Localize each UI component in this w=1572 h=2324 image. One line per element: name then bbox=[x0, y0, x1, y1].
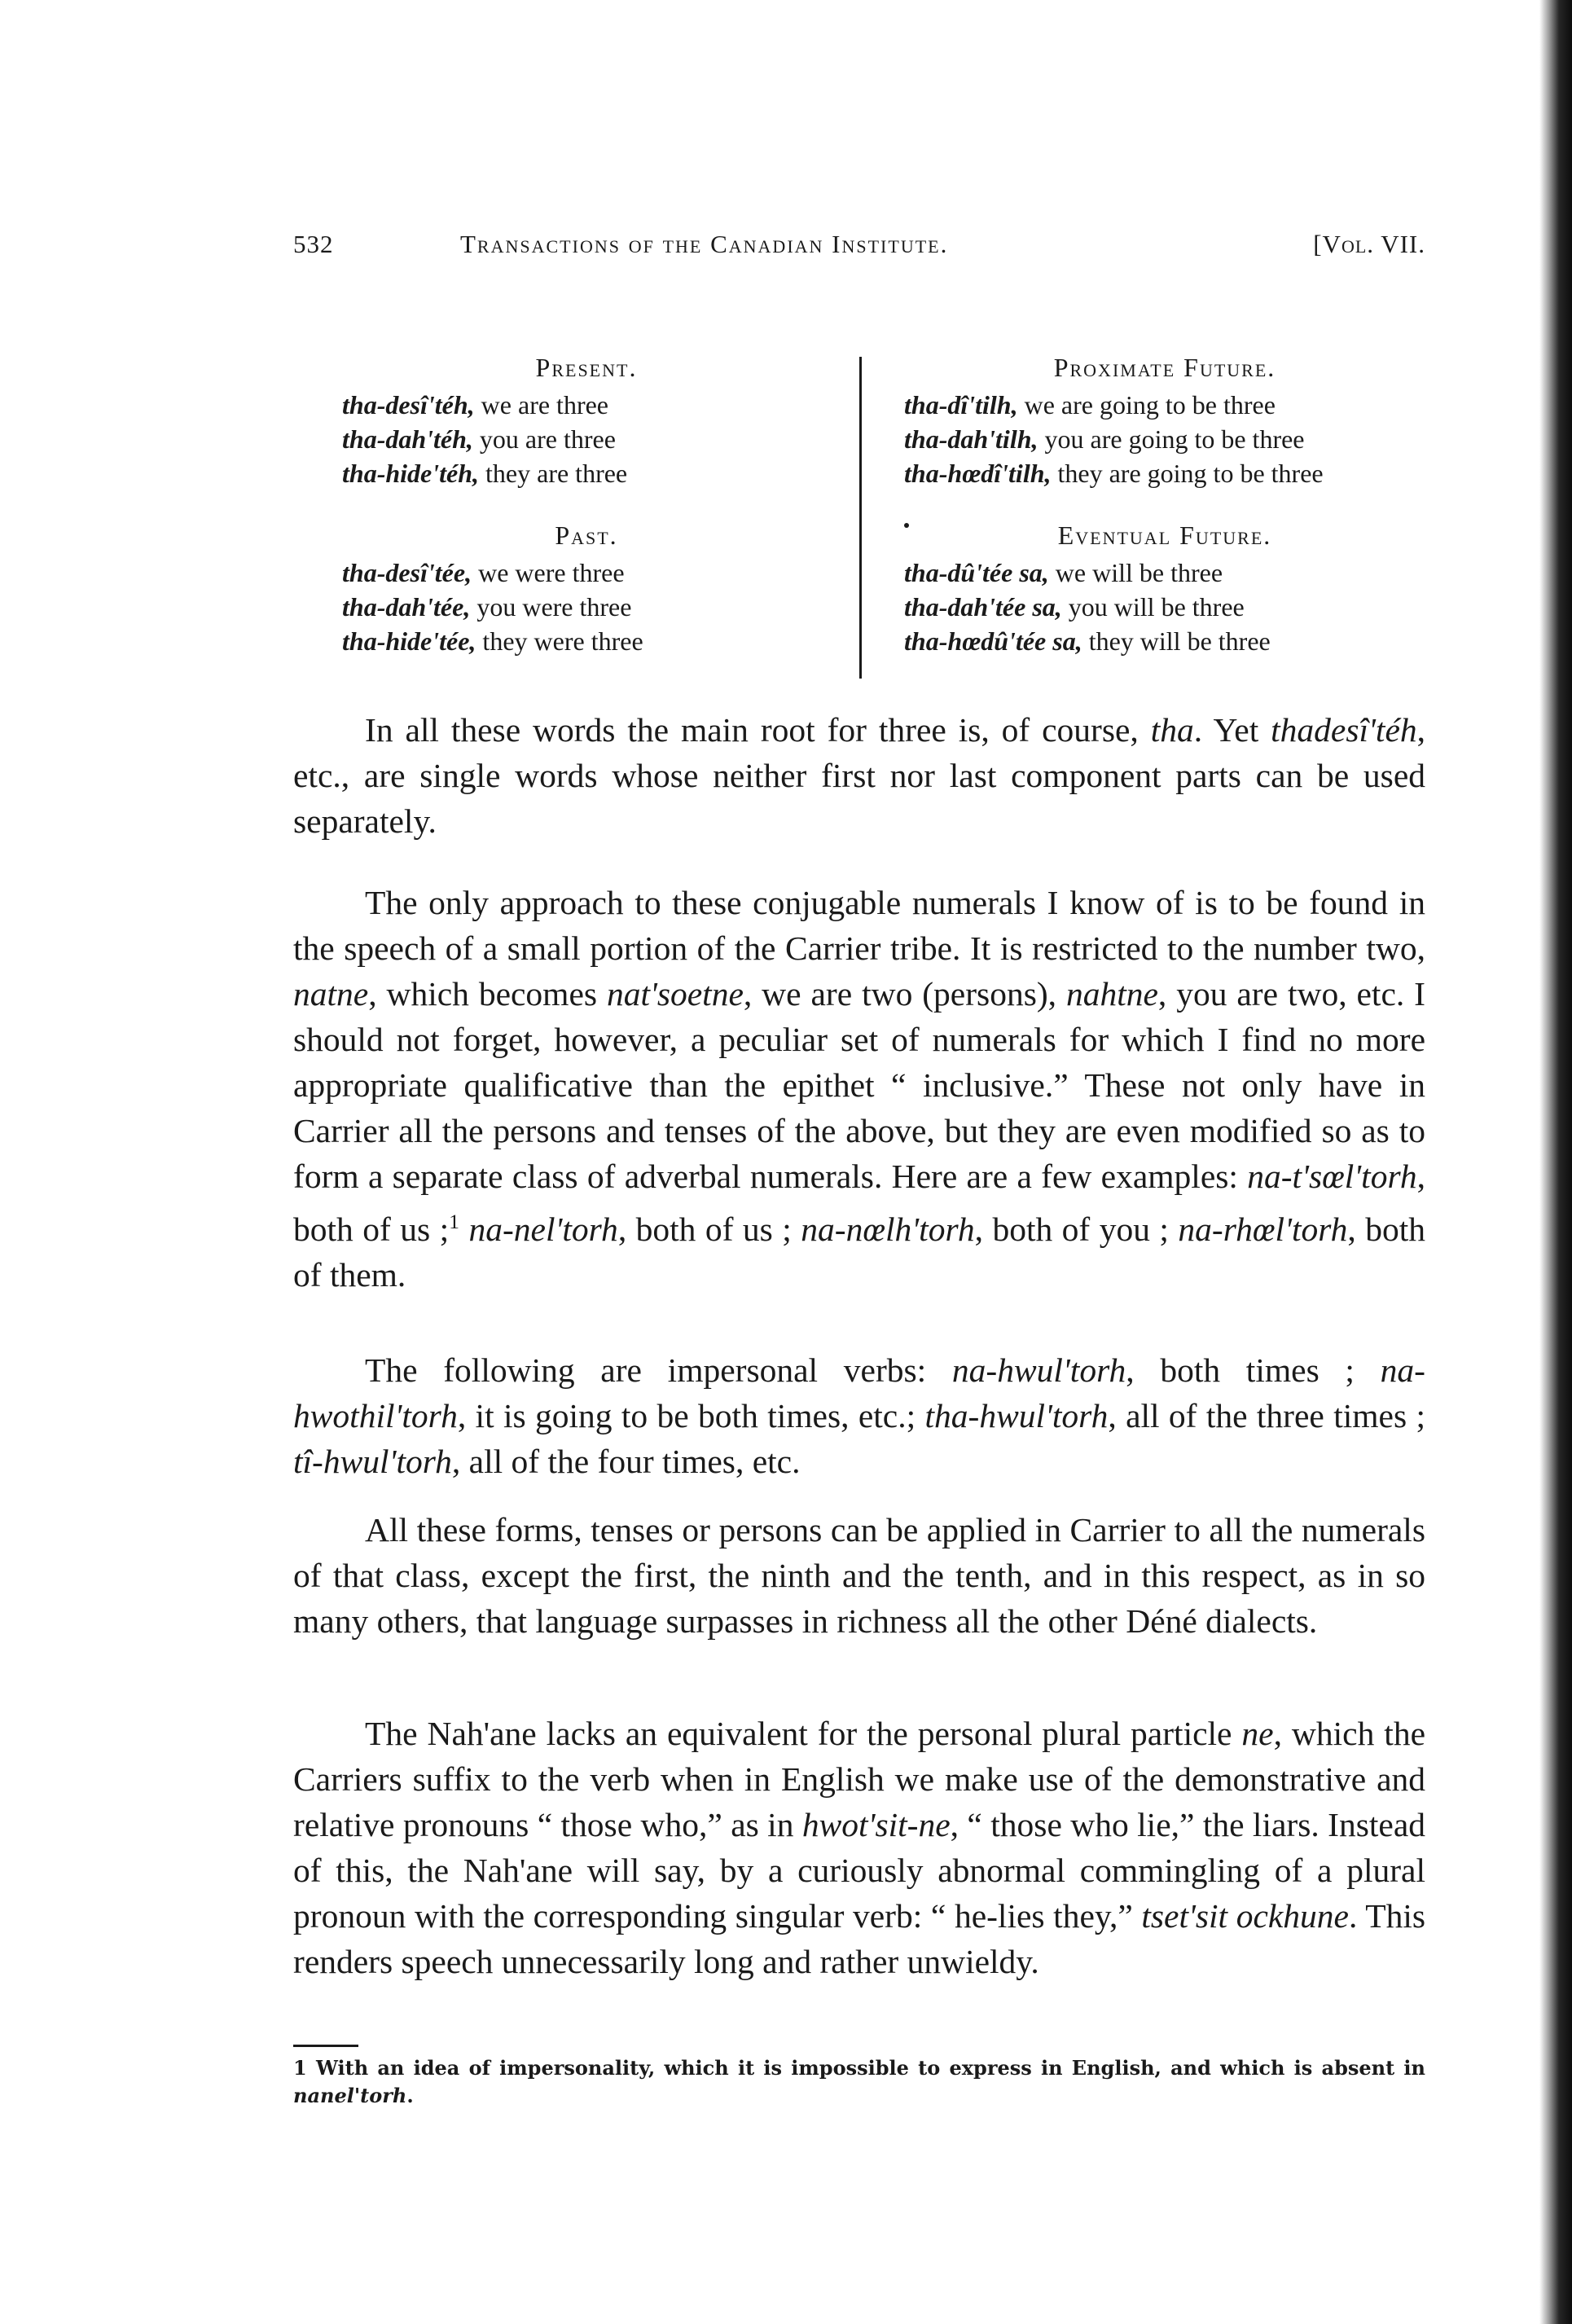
paragraph-nahane-plural: The Nah'ane lacks an equivalent for the personal plural particle ne, which the Carriers suffix to the verb when in English we make use of the demonstrative and relative pronouns “ those who,” as in hwot'sit-ne, “ those who lie,” the liars. Instead of this, the Nah'ane will say, by a curiously abnormal commingling of a plural pronoun with the corresponding singular verb: “ he-lies they,” tset'sit ockhune. This renders speech unnecessarily long and rather unwieldy. bbox=[293, 1715, 1425, 1980]
footnote: 1 With an idea of impersonality, which it is impossible to express in English, and which is absent in nanel'torh. bbox=[293, 2056, 1425, 2107]
left-paradigm-column bbox=[342, 350, 831, 658]
paradigm-line: tha-dah'tée sa, you will be three bbox=[904, 592, 1245, 622]
paradigm-line: tha-dû'tée sa, we will be three bbox=[904, 558, 1223, 587]
running-header bbox=[293, 230, 1425, 270]
footnote-marker: 1 bbox=[293, 2056, 307, 2080]
paradigm-line: tha-hide'téh, they are three bbox=[342, 459, 628, 488]
right-paradigm-column bbox=[904, 350, 1425, 658]
eventual-future-heading: Eventual Future. bbox=[1057, 521, 1272, 550]
paradigm-line: tha-hœdû'tée sa, they will be three bbox=[904, 626, 1271, 656]
paradigm-line: tha-desî'téh, we are three bbox=[342, 390, 608, 420]
scanned-page-edge bbox=[1539, 0, 1572, 2324]
paradigm-line: tha-dah'téh, you are three bbox=[342, 424, 616, 454]
page-number: 532 bbox=[293, 230, 334, 258]
paragraph-impersonal-verbs: The following are impersonal verbs: na-hwul'torh, both times ; na-hwothil'torh, it is going to be both times, etc.; tha-hwul'torh, all of the three times ; tî-hwul'torh, all of the four times, etc. bbox=[293, 1351, 1425, 1480]
column-divider bbox=[859, 357, 862, 679]
paradigm-line: tha-hide'tée, they were three bbox=[342, 626, 643, 656]
paradigm-line: tha-dî'tilh, we are going to be three bbox=[904, 390, 1276, 420]
present-heading: Present. bbox=[535, 353, 638, 382]
footnote-rule bbox=[293, 2045, 358, 2047]
paragraph-conjugable-numerals: The only approach to these conjugable numerals I know of is to be found in the speech of a small portion of the Carrier tribe. It is restricted to the number two, natne, which becomes nat'soetne, we are two (persons), nahtne, you are two, etc. I should not forget, however, a peculiar set of numerals for which I find no more appropriate qualificative than the epithet “ inclusive.” These not only have in Carrier all the persons and tenses of the above, but they are even modified so as to form a separate class of adverbal numerals. Here are a few examples: na-t'sœl'torh, both of us ;$^1$ na-nel'torh, both of us ; na-nœlh'torh, both of you ; na-rhœl'torh, both of them. bbox=[293, 884, 1426, 1294]
paradigm-line: tha-hœdî'tilh, they are going to be three bbox=[904, 459, 1324, 488]
paradigm-line: tha-dah'tilh, you are going to be three bbox=[904, 424, 1305, 454]
paragraph-root-explanation: In all these words the main root for three is, of course, tha. Yet thadesî'téh, etc., are single words whose neither first nor last component parts can be used separately. bbox=[293, 711, 1425, 840]
past-heading: Past. bbox=[555, 521, 618, 550]
paradigm-line: tha-desî'tée, we were three bbox=[342, 558, 625, 587]
footnote-reference: 1 bbox=[449, 1210, 460, 1233]
proximate-future-heading: Proximate Future. bbox=[1053, 353, 1276, 382]
paragraph-carrier-richness: All these forms, tenses or persons can be applied in Carrier to all the numerals of that class, except the first, the ninth and the tenth, and in this respect, as in so many others, that language surpasses in richness all the other Déné dialects. bbox=[293, 1511, 1425, 1640]
paradigm-line: tha-dah'tée, you were three bbox=[342, 592, 632, 622]
volume-label: [Vol. VII. bbox=[1313, 230, 1425, 258]
journal-title: Transactions of the Canadian Institute. bbox=[460, 230, 949, 258]
